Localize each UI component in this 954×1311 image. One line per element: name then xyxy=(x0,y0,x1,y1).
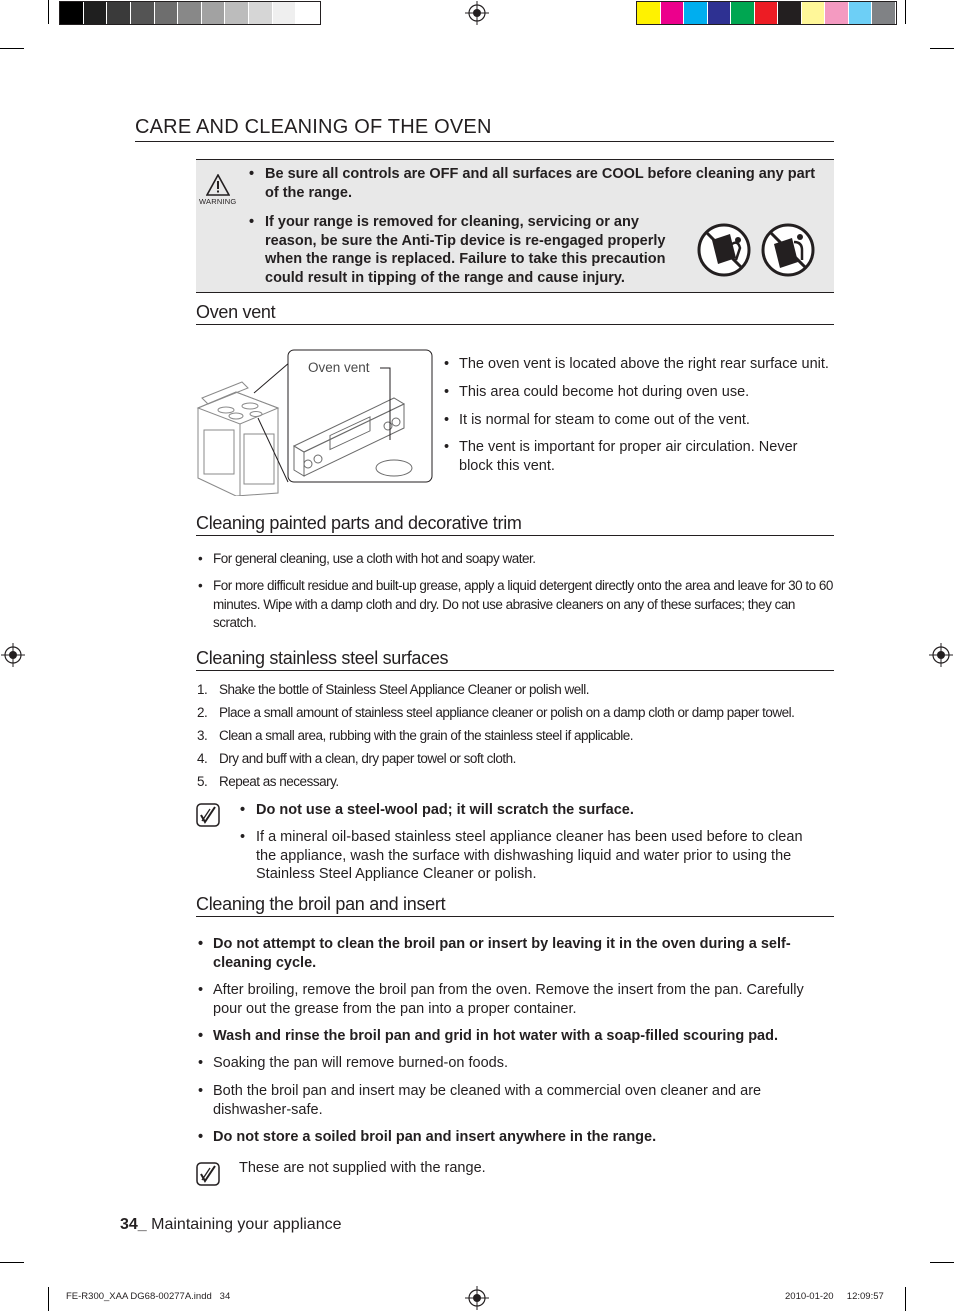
process-color-bar xyxy=(636,1,897,25)
color-swatch xyxy=(131,2,155,24)
color-swatch xyxy=(273,2,297,24)
note-icon xyxy=(196,803,220,827)
step-text: Shake the bottle of Stainless Steel Appliance Cleaner or polish well. xyxy=(219,682,589,697)
color-swatch xyxy=(84,2,108,24)
crop-mark xyxy=(905,0,906,24)
step-text: Dry and buff with a clean, dry paper towel or soft cloth. xyxy=(219,751,516,766)
footer-page-number: 34_ xyxy=(120,1216,147,1233)
step-number: 1. xyxy=(197,682,208,697)
step-text: Clean a small area, rubbing with the grain of the stainless steel if applicable. xyxy=(219,728,634,743)
grayscale-color-bar xyxy=(59,1,321,25)
color-swatch xyxy=(107,2,131,24)
note-item: • Do not use a steel-wool pad; it will scratch the surface. xyxy=(240,802,634,818)
color-swatch xyxy=(825,2,849,24)
list-item: • Both the broil pan and insert may be cleaned with a commercial oven cleaner and are dishwasher-safe. xyxy=(198,1083,762,1118)
footer-section: Maintaining your appliance xyxy=(146,1216,342,1233)
note-text: These are not supplied with the range. xyxy=(239,1160,486,1176)
section-heading: Cleaning painted parts and decorative trim xyxy=(196,513,834,536)
list-item: • For more difficult residue and built-up grease, apply a liquid detergent directly onto the area and leave for 30 to 60 minutes. Wipe with a damp cloth and dry. Do not use abrasive cleaners on any of these surfaces; they can scratch. xyxy=(198,578,833,630)
crop-mark xyxy=(930,1262,954,1263)
list-item: • Do not store a soiled broil pan and insert anywhere in the range. xyxy=(198,1129,657,1145)
list-item: • The oven vent is located above the right rear surface unit. xyxy=(444,356,829,372)
list-item: • After broiling, remove the broil pan from the oven. Remove the insert from the pan. Carefully pour out the grease from the pan into a proper container. xyxy=(198,982,804,1017)
color-swatch xyxy=(778,2,802,24)
registration-mark-icon xyxy=(929,643,953,667)
oven-vent-callout-label: Oven vent xyxy=(308,360,370,375)
slug-left: FE-R300_XAA DG68-00277A.indd 34 xyxy=(66,1291,231,1302)
section-heading: Cleaning stainless steel surfaces xyxy=(196,648,834,671)
range-tipping-prohibited-icon xyxy=(696,222,752,278)
color-swatch xyxy=(225,2,249,24)
footer xyxy=(120,1216,342,1234)
registration-mark-icon xyxy=(465,1,489,25)
color-swatch xyxy=(249,2,273,24)
crop-mark xyxy=(48,0,49,24)
color-swatch xyxy=(731,2,755,24)
section-heading: Oven vent xyxy=(196,302,834,325)
list-item: • Wash and rinse the broil pan and grid in hot water with a soap-filled scouring pad. xyxy=(198,1028,779,1044)
registration-mark-icon xyxy=(1,643,25,667)
color-swatch xyxy=(178,2,202,24)
color-swatch xyxy=(708,2,732,24)
list-item: • Soaking the pan will remove burned-on foods. xyxy=(198,1055,509,1071)
warning-item: • If your range is removed for cleaning, servicing or any reason, be sure the Anti-Tip device is re-engaged properly when the range is replaced. Failure to take this precaution could result in tipping of the range and cause injury. xyxy=(249,214,666,286)
crop-mark xyxy=(48,1287,49,1311)
warning-label: WARNING xyxy=(199,197,237,206)
color-swatch xyxy=(684,2,708,24)
color-swatch xyxy=(755,2,779,24)
warning-triangle-icon xyxy=(206,174,230,196)
step-number: 3. xyxy=(197,728,208,743)
list-item: • The vent is important for proper air circulation. Never block this vent. xyxy=(444,439,798,474)
step-text: Place a small amount of stainless steel appliance cleaner or polish on a damp cloth or damp paper towel. xyxy=(219,705,795,720)
crop-mark xyxy=(905,1287,906,1311)
step-number: 4. xyxy=(197,751,208,766)
step-number: 2. xyxy=(197,705,208,720)
color-swatch xyxy=(802,2,826,24)
list-item: • This area could become hot during oven use. xyxy=(444,384,750,400)
crop-mark xyxy=(0,48,24,49)
color-swatch xyxy=(661,2,685,24)
color-swatch xyxy=(872,2,896,24)
color-swatch xyxy=(849,2,873,24)
color-swatch xyxy=(202,2,226,24)
color-swatch xyxy=(296,2,320,24)
range-tipping-prohibited-icon xyxy=(760,222,816,278)
page-title: CARE AND CLEANING OF THE OVEN xyxy=(135,116,834,142)
step-number: 5. xyxy=(197,774,208,789)
note-icon xyxy=(196,1162,220,1186)
step-text: Repeat as necessary. xyxy=(219,774,339,789)
crop-mark xyxy=(930,48,954,49)
note-item: • If a mineral oil-based stainless steel appliance cleaner has been used before to clean the appliance, wash the surface with dishwashing liquid and water prior to using the Stainless Steel Appliance Cleaner or polish. xyxy=(240,829,803,882)
list-item: • For general cleaning, use a cloth with hot and soapy water. xyxy=(198,551,536,566)
color-swatch xyxy=(60,2,84,24)
list-item: • Do not attempt to clean the broil pan or insert by leaving it in the oven during a self-cleaning cycle. xyxy=(198,936,791,971)
color-swatch xyxy=(155,2,179,24)
list-item: • It is normal for steam to come out of the vent. xyxy=(444,412,750,428)
color-swatch xyxy=(637,2,661,24)
warning-item: • Be sure all controls are OFF and all surfaces are COOL before cleaning any part of the range. xyxy=(249,166,816,201)
section-heading: Cleaning the broil pan and insert xyxy=(196,894,834,917)
registration-mark-icon xyxy=(465,1286,489,1310)
slug-right: 2010-01-20 12:09:57 xyxy=(785,1291,884,1302)
crop-mark xyxy=(0,1262,24,1263)
